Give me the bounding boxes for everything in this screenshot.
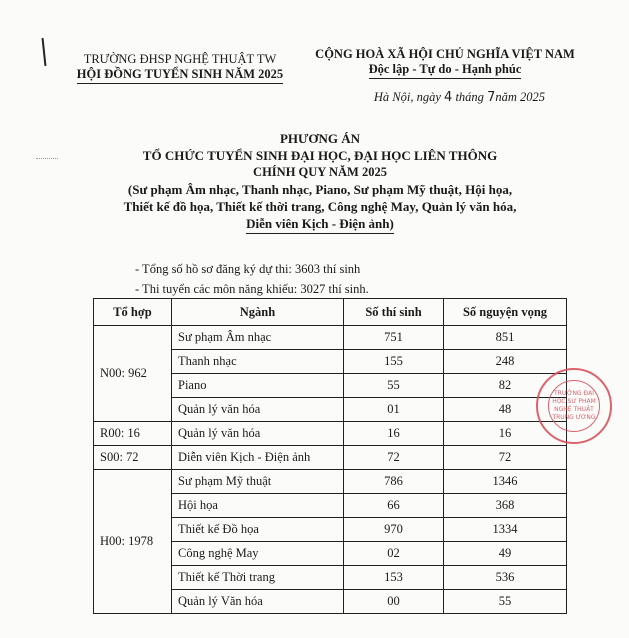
group-label: R00: 16 <box>94 422 172 446</box>
header-combination: Tổ hợp <box>94 299 172 326</box>
seal-inner-ring <box>548 380 600 432</box>
major-cell: Quản lý văn hóa <box>172 422 344 446</box>
table-row <box>94 446 567 470</box>
title-line-3: CHÍNH QUY NĂM 2025 <box>253 165 387 179</box>
summary-aptitude: - Thi tuyển các môn năng khiếu: 3027 thí sinh. <box>135 282 369 296</box>
date-day: 4 <box>444 90 453 105</box>
document-title <box>40 130 600 234</box>
title-line-1: PHƯƠNG ÁN <box>279 131 361 146</box>
issuer-council-text: HỘI ĐỒNG TUYỂN SINH NĂM 2025 <box>77 67 283 84</box>
seal-text: TRƯỜNG ĐẠI HỌC SƯ PHẠM NGHỆ THUẬT TRUNG ƯƠNG <box>552 390 596 421</box>
header-aspirations: Số nguyện vọng <box>444 299 567 326</box>
document-date <box>300 90 590 105</box>
aspirations-cell: 16 <box>444 422 567 446</box>
candidates-cell: 01 <box>344 398 444 422</box>
group-label: N00: 962 <box>94 326 172 422</box>
title-line-6 <box>40 215 600 234</box>
candidates-cell: 66 <box>344 494 444 518</box>
official-seal <box>536 368 612 444</box>
candidates-cell: 155 <box>344 350 444 374</box>
candidates-cell: 02 <box>344 542 444 566</box>
issuer-block <box>68 52 292 84</box>
major-cell: Thiết kế Đồ họa <box>172 518 344 542</box>
enrollment-table <box>93 298 567 614</box>
aspirations-cell: 48 <box>444 398 567 422</box>
date-prefix: Hà Nội, ngày <box>373 90 441 104</box>
candidates-cell: 153 <box>344 566 444 590</box>
candidates-cell: 00 <box>344 590 444 614</box>
major-cell: Sư phạm Mỹ thuật <box>172 470 344 494</box>
candidates-cell: 55 <box>344 374 444 398</box>
major-cell: Diễn viên Kịch - Điện ảnh <box>172 446 344 470</box>
candidates-cell: 970 <box>344 518 444 542</box>
title-line-4: (Sư phạm Âm nhạc, Thanh nhạc, Piano, Sư phạm Mỹ thuật, Hội họa, <box>127 182 513 197</box>
aspirations-cell: 851 <box>444 326 567 350</box>
group-label: S00: 72 <box>94 446 172 470</box>
major-cell: Quản lý văn hóa <box>172 398 344 422</box>
candidates-cell: 72 <box>344 446 444 470</box>
national-name: CỘNG HOÀ XÃ HỘI CHỦ NGHĨA VIỆT NAM <box>315 47 575 61</box>
group-label: H00: 1978 <box>94 470 172 614</box>
major-cell: Piano <box>172 374 344 398</box>
candidates-cell: 16 <box>344 422 444 446</box>
header-major: Ngành <box>172 299 344 326</box>
aspirations-cell: 1334 <box>444 518 567 542</box>
table-row <box>94 422 567 446</box>
aspirations-cell: 248 <box>444 350 567 374</box>
date-month: 7 <box>487 90 496 105</box>
aspirations-cell: 82 <box>444 374 567 398</box>
table-header-row <box>94 299 567 326</box>
candidates-cell: 786 <box>344 470 444 494</box>
table-row <box>94 326 567 350</box>
aspirations-cell: 49 <box>444 542 567 566</box>
date-year-label: năm 2025 <box>495 90 545 104</box>
major-cell: Thiết kế Thời trang <box>172 566 344 590</box>
major-cell: Hội họa <box>172 494 344 518</box>
aspirations-cell: 1346 <box>444 470 567 494</box>
aspirations-cell: 72 <box>444 446 567 470</box>
major-cell: Thanh nhạc <box>172 350 344 374</box>
scan-mark <box>42 38 47 66</box>
national-motto-text: Độc lập - Tự do - Hạnh phúc <box>369 62 522 79</box>
aspirations-cell: 536 <box>444 566 567 590</box>
major-cell: Quản lý Văn hóa <box>172 590 344 614</box>
issuer-school: TRƯỜNG ĐHSP NGHỆ THUẬT TW <box>83 52 277 66</box>
title-line-2: TỔ CHỨC TUYỂN SINH ĐẠI HỌC, ĐẠI HỌC LIÊN THÔNG <box>142 148 498 163</box>
summary-total: - Tổng số hồ sơ đăng ký dự thi: 3603 thí sinh <box>135 262 361 276</box>
date-month-label: tháng <box>455 90 484 104</box>
table-row <box>94 470 567 494</box>
header-candidates: Số thí sinh <box>344 299 444 326</box>
candidates-cell: 751 <box>344 326 444 350</box>
title-line-6-text: Diễn viên Kịch - Điện ảnh) <box>246 215 394 234</box>
aspirations-cell: 55 <box>444 590 567 614</box>
major-cell: Sư phạm Âm nhạc <box>172 326 344 350</box>
national-heading <box>300 47 590 79</box>
aspirations-cell: 368 <box>444 494 567 518</box>
issuer-council <box>68 67 292 84</box>
title-line-5: Thiết kế đồ họa, Thiết kế thời trang, Công nghệ May, Quản lý văn hóa, <box>123 199 517 214</box>
national-motto <box>300 62 590 79</box>
major-cell: Công nghệ May <box>172 542 344 566</box>
